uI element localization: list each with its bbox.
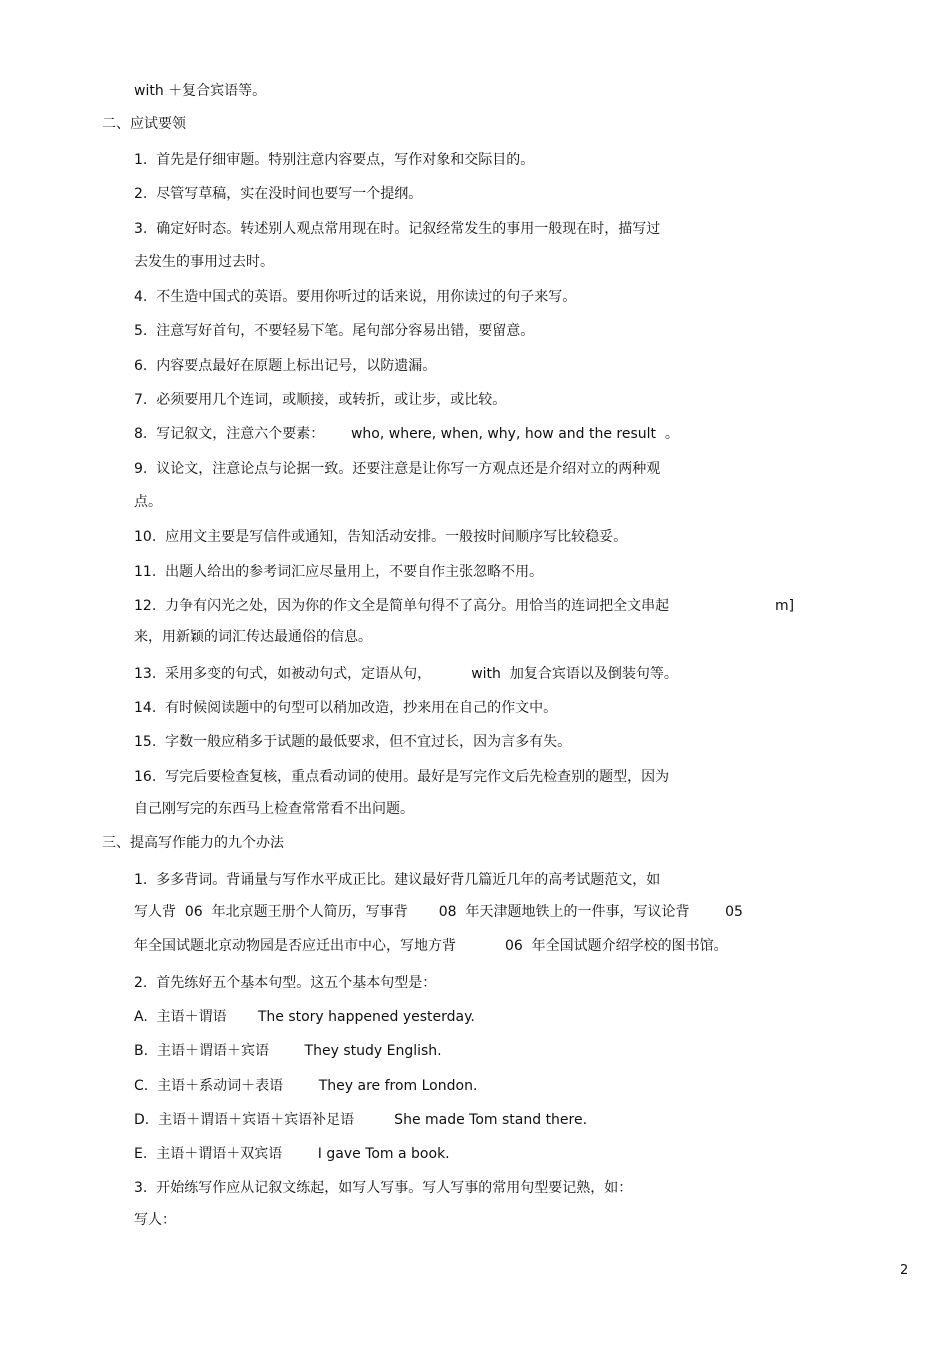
stray-mark: m] xyxy=(775,598,795,614)
list-item-continuation: 来，用新颖的词汇传达最通俗的信息。 xyxy=(134,629,372,645)
section-3-heading: 三、提高写作能力的九个办法 xyxy=(102,835,284,851)
section-2-heading: 二、应试要领 xyxy=(102,116,186,132)
list-item: 6. 内容要点最好在原题上标出记号，以防遗漏。 xyxy=(134,358,437,374)
sentence-pattern-c: C. 主语＋系动词＋表语 They are from London. xyxy=(134,1078,478,1094)
list-item-continuation: 年全国试题北京动物园是否应迁出市中心，写地方背 06 年全国试题介绍学校的图书馆。 xyxy=(134,938,728,954)
list-item-continuation: 点。 xyxy=(134,494,162,510)
list-item: 5. 注意写好首句，不要轻易下笔。尾句部分容易出错，要留意。 xyxy=(134,323,535,339)
list-item: 1. 首先是仔细审题。特别注意内容要点，写作对象和交际目的。 xyxy=(134,152,535,168)
list-item-continuation: 去发生的事用过去时。 xyxy=(134,254,274,270)
subheading-write-person: 写人： xyxy=(134,1212,176,1228)
list-item: 13. 采用多变的句式，如被动句式，定语从句， with 加复合宾语以及倒装句等。 xyxy=(134,666,678,682)
sentence-pattern-b: B. 主语＋谓语＋宾语 They study English. xyxy=(134,1043,442,1059)
list-item: 4. 不生造中国式的英语。要用你听过的话来说，用你读过的句子来写。 xyxy=(134,289,577,305)
list-item-continuation: 自己刚写完的东西马上检查常常看不出问题。 xyxy=(134,801,414,817)
page-number: 2 xyxy=(900,1263,909,1278)
list-item: 3. 开始练写作应从记叙文练起，如写人写事。写人写事的常用句型要记熟，如： xyxy=(134,1180,633,1196)
sentence-pattern-e: E. 主语＋谓语＋双宾语 I gave Tom a book. xyxy=(134,1146,450,1162)
list-item: 7. 必须要用几个连词，或顺接，或转折，或让步，或比较。 xyxy=(134,392,507,408)
list-item: 15. 字数一般应稍多于试题的最低要求，但不宜过长，因为言多有失。 xyxy=(134,734,572,750)
list-item: 3. 确定好时态。转述别人观点常用现在时。记叙经常发生的事用一般现在时，描写过 xyxy=(134,221,661,237)
list-item: 1. 多多背词。背诵量与写作水平成正比。建议最好背几篇近几年的高考试题范文，如 xyxy=(134,872,661,888)
list-item: 16. 写完后要检查复核，重点看动词的使用。最好是写完作文后先检查别的题型，因为 xyxy=(134,769,670,785)
sentence-pattern-a: A. 主语＋谓语 The story happened yesterday. xyxy=(134,1009,475,1025)
list-item: 2. 尽管写草稿，实在没时间也要写一个提纲。 xyxy=(134,186,423,202)
list-item: 14. 有时候阅读题中的句型可以稍加改造，抄来用在自己的作文中。 xyxy=(134,700,558,716)
continuation-line: with ＋复合宾语等。 xyxy=(134,83,267,99)
list-item: 2. 首先练好五个基本句型。这五个基本句型是： xyxy=(134,975,437,991)
list-item-continuation: 写人背 06 年北京题王册个人简历，写事背 08 年天津题地铁上的一件事，写议论背 05 xyxy=(134,904,743,920)
list-item: 10. 应用文主要是写信件或通知，告知活动安排。一般按时间顺序写比较稳妥。 xyxy=(134,529,628,545)
list-item: 9. 议论文，注意论点与论据一致。还要注意是让你写一方观点还是介绍对立的两种观 xyxy=(134,461,661,477)
list-item: 12. 力争有闪光之处，因为你的作文全是简单句得不了高分。用恰当的连词把全文串起 xyxy=(134,598,670,614)
list-item: 11. 出题人给出的参考词汇应尽量用上，不要自作主张忽略不用。 xyxy=(134,564,544,580)
list-item: 8. 写记叙文，注意六个要素： who, where, when, why, how and the result 。 xyxy=(134,426,679,442)
sentence-pattern-d: D. 主语＋谓语＋宾语＋宾语补足语 She made Tom stand there. xyxy=(134,1112,588,1128)
